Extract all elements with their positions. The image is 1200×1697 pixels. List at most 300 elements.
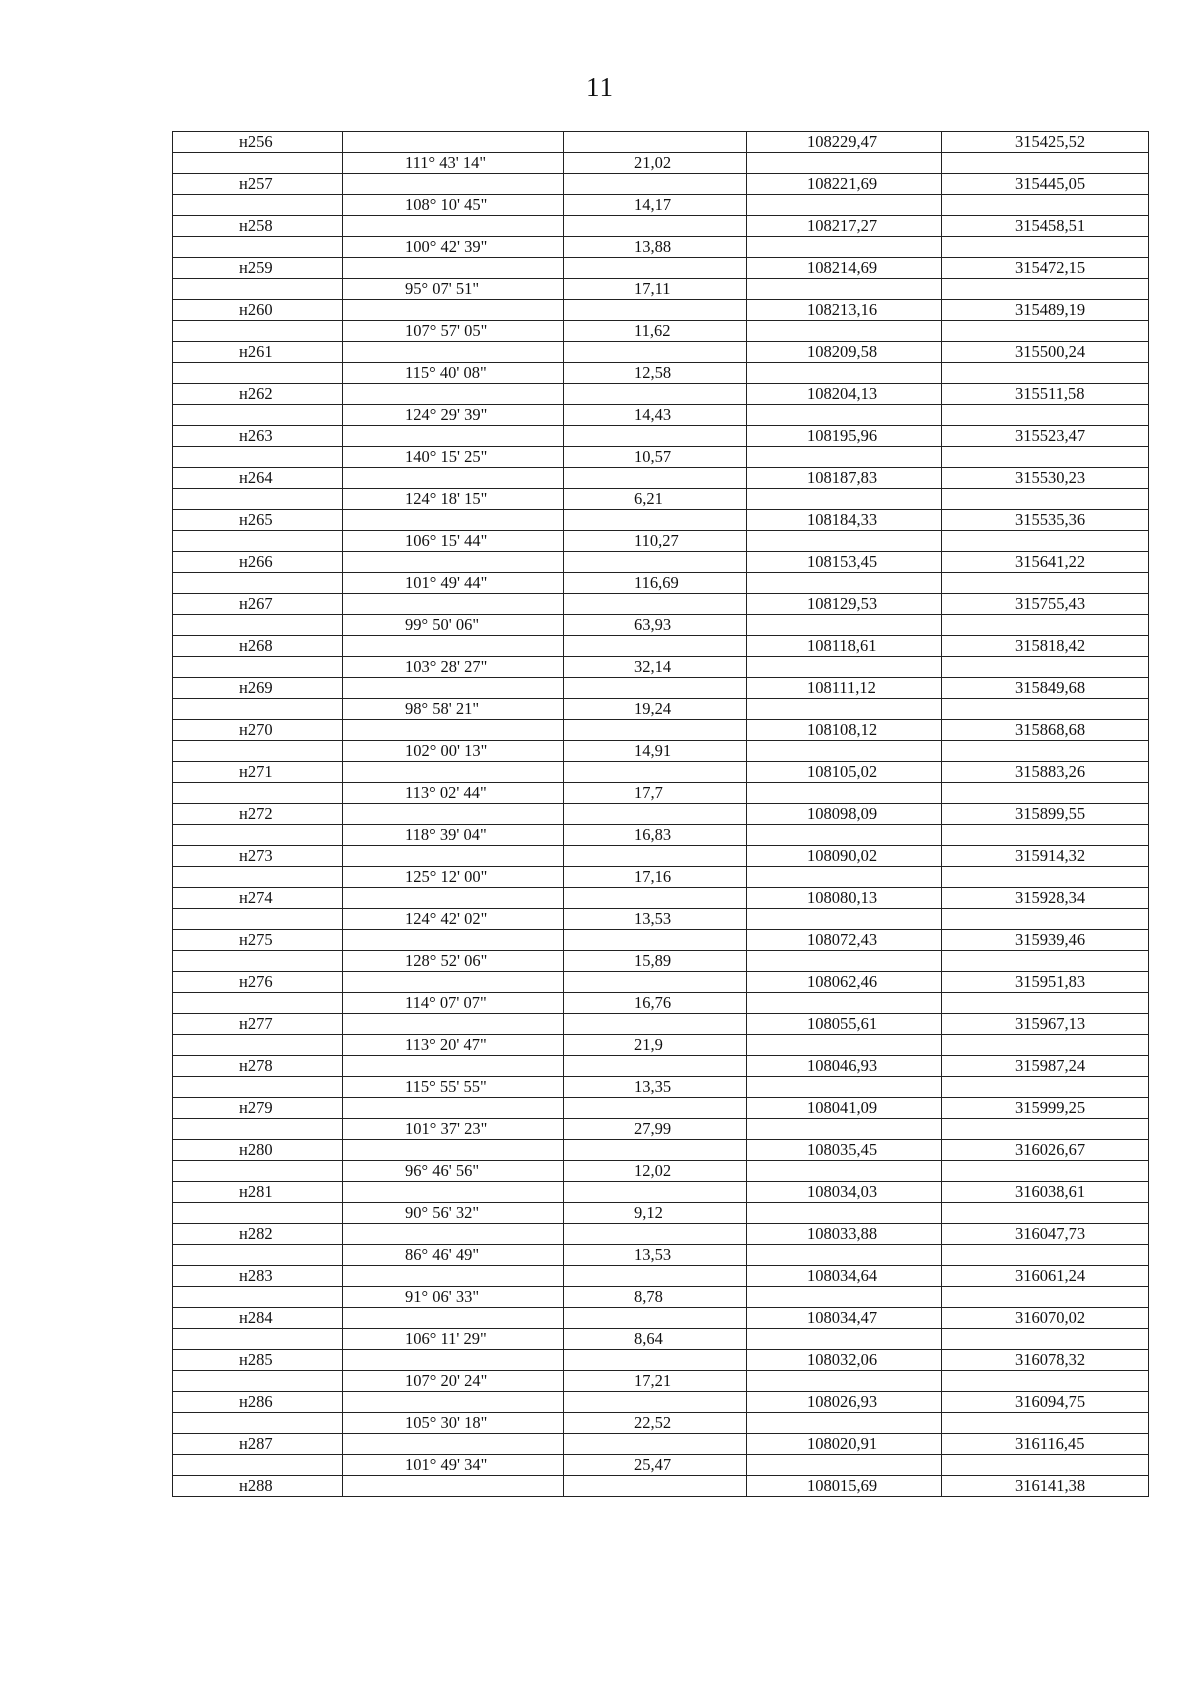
- point-name-cell: н258: [173, 216, 343, 237]
- x-coordinate-cell: 108080,13: [747, 888, 942, 909]
- angle-cell: 124° 29' 39": [343, 405, 564, 426]
- point-row: [173, 594, 1149, 615]
- point-name-cell: н273: [173, 846, 343, 867]
- point-name-cell: [173, 951, 343, 972]
- point-name-cell: [173, 573, 343, 594]
- distance-cell: 13,53: [564, 1245, 747, 1266]
- x-coordinate-cell: 108184,33: [747, 510, 942, 531]
- distance-cell: 6,21: [564, 489, 747, 510]
- x-coordinate-cell: [747, 1035, 942, 1056]
- angle-cell: [343, 1182, 564, 1203]
- segment-row: [173, 489, 1149, 510]
- point-name-cell: [173, 825, 343, 846]
- y-coordinate-cell: 315425,52: [942, 132, 1149, 153]
- angle-cell: [343, 132, 564, 153]
- point-row: [173, 552, 1149, 573]
- distance-cell: [564, 426, 747, 447]
- x-coordinate-cell: 108034,47: [747, 1308, 942, 1329]
- segment-row: [173, 153, 1149, 174]
- x-coordinate-cell: 108033,88: [747, 1224, 942, 1245]
- y-coordinate-cell: 315458,51: [942, 216, 1149, 237]
- segment-row: [173, 951, 1149, 972]
- x-coordinate-cell: 108034,64: [747, 1266, 942, 1287]
- x-coordinate-cell: 108213,16: [747, 300, 942, 321]
- angle-cell: [343, 594, 564, 615]
- point-row: [173, 468, 1149, 489]
- x-coordinate-cell: 108041,09: [747, 1098, 942, 1119]
- distance-cell: [564, 342, 747, 363]
- distance-cell: 10,57: [564, 447, 747, 468]
- angle-cell: 105° 30' 18": [343, 1413, 564, 1434]
- point-name-cell: [173, 195, 343, 216]
- segment-row: [173, 615, 1149, 636]
- angle-cell: 101° 37' 23": [343, 1119, 564, 1140]
- x-coordinate-cell: [747, 657, 942, 678]
- distance-cell: 16,76: [564, 993, 747, 1014]
- point-name-cell: [173, 993, 343, 1014]
- distance-cell: [564, 1182, 747, 1203]
- x-coordinate-cell: 108217,27: [747, 216, 942, 237]
- distance-cell: [564, 300, 747, 321]
- x-coordinate-cell: 108118,61: [747, 636, 942, 657]
- y-coordinate-cell: [942, 489, 1149, 510]
- angle-cell: 124° 18' 15": [343, 489, 564, 510]
- y-coordinate-cell: 315987,24: [942, 1056, 1149, 1077]
- segment-row: [173, 321, 1149, 342]
- angle-cell: 96° 46' 56": [343, 1161, 564, 1182]
- point-name-cell: н282: [173, 1224, 343, 1245]
- y-coordinate-cell: 315472,15: [942, 258, 1149, 279]
- angle-cell: 101° 49' 44": [343, 573, 564, 594]
- x-coordinate-cell: [747, 489, 942, 510]
- point-name-cell: н263: [173, 426, 343, 447]
- point-row: [173, 888, 1149, 909]
- angle-cell: [343, 720, 564, 741]
- y-coordinate-cell: [942, 825, 1149, 846]
- segment-row: [173, 363, 1149, 384]
- point-name-cell: [173, 153, 343, 174]
- x-coordinate-cell: [747, 195, 942, 216]
- segment-row: [173, 1413, 1149, 1434]
- distance-cell: [564, 1098, 747, 1119]
- angle-cell: [343, 552, 564, 573]
- y-coordinate-cell: [942, 279, 1149, 300]
- point-name-cell: [173, 237, 343, 258]
- angle-cell: [343, 1266, 564, 1287]
- angle-cell: 114° 07' 07": [343, 993, 564, 1014]
- point-name-cell: [173, 363, 343, 384]
- y-coordinate-cell: [942, 195, 1149, 216]
- y-coordinate-cell: 315999,25: [942, 1098, 1149, 1119]
- x-coordinate-cell: 108098,09: [747, 804, 942, 825]
- angle-cell: [343, 930, 564, 951]
- x-coordinate-cell: [747, 1455, 942, 1476]
- angle-cell: [343, 636, 564, 657]
- distance-cell: 19,24: [564, 699, 747, 720]
- point-row: [173, 258, 1149, 279]
- point-name-cell: [173, 1035, 343, 1056]
- distance-cell: [564, 720, 747, 741]
- y-coordinate-cell: 315530,23: [942, 468, 1149, 489]
- x-coordinate-cell: 108062,46: [747, 972, 942, 993]
- angle-cell: 113° 02' 44": [343, 783, 564, 804]
- angle-cell: [343, 384, 564, 405]
- angle-cell: 100° 42' 39": [343, 237, 564, 258]
- x-coordinate-cell: [747, 783, 942, 804]
- x-coordinate-cell: [747, 1161, 942, 1182]
- angle-cell: 118° 39' 04": [343, 825, 564, 846]
- angle-cell: 140° 15' 25": [343, 447, 564, 468]
- angle-cell: [343, 804, 564, 825]
- x-coordinate-cell: [747, 1245, 942, 1266]
- x-coordinate-cell: [747, 237, 942, 258]
- angle-cell: [343, 846, 564, 867]
- angle-cell: [343, 1434, 564, 1455]
- distance-cell: [564, 888, 747, 909]
- y-coordinate-cell: 316141,38: [942, 1476, 1149, 1497]
- point-name-cell: [173, 1077, 343, 1098]
- point-name-cell: н279: [173, 1098, 343, 1119]
- y-coordinate-cell: [942, 153, 1149, 174]
- distance-cell: [564, 510, 747, 531]
- angle-cell: [343, 342, 564, 363]
- distance-cell: [564, 258, 747, 279]
- coordinates-table-body: [173, 132, 1149, 1497]
- x-coordinate-cell: 108229,47: [747, 132, 942, 153]
- distance-cell: 17,21: [564, 1371, 747, 1392]
- angle-cell: 107° 20' 24": [343, 1371, 564, 1392]
- angle-cell: [343, 426, 564, 447]
- y-coordinate-cell: 315939,46: [942, 930, 1149, 951]
- point-row: [173, 720, 1149, 741]
- distance-cell: 12,58: [564, 363, 747, 384]
- distance-cell: 13,53: [564, 909, 747, 930]
- distance-cell: 63,93: [564, 615, 747, 636]
- angle-cell: 125° 12' 00": [343, 867, 564, 888]
- distance-cell: [564, 762, 747, 783]
- point-row: [173, 216, 1149, 237]
- point-row: [173, 1224, 1149, 1245]
- point-name-cell: н262: [173, 384, 343, 405]
- y-coordinate-cell: 315849,68: [942, 678, 1149, 699]
- distance-cell: [564, 1434, 747, 1455]
- distance-cell: 11,62: [564, 321, 747, 342]
- y-coordinate-cell: 315883,26: [942, 762, 1149, 783]
- distance-cell: 25,47: [564, 1455, 747, 1476]
- point-row: [173, 1350, 1149, 1371]
- point-name-cell: н286: [173, 1392, 343, 1413]
- x-coordinate-cell: 108111,12: [747, 678, 942, 699]
- y-coordinate-cell: [942, 1413, 1149, 1434]
- distance-cell: 17,16: [564, 867, 747, 888]
- x-coordinate-cell: [747, 1413, 942, 1434]
- angle-cell: [343, 216, 564, 237]
- distance-cell: [564, 846, 747, 867]
- y-coordinate-cell: [942, 531, 1149, 552]
- point-name-cell: н268: [173, 636, 343, 657]
- distance-cell: [564, 1014, 747, 1035]
- x-coordinate-cell: 108153,45: [747, 552, 942, 573]
- page-number: 11: [586, 72, 614, 102]
- angle-cell: 106° 15' 44": [343, 531, 564, 552]
- point-row: [173, 762, 1149, 783]
- angle-cell: [343, 174, 564, 195]
- point-row: [173, 1476, 1149, 1497]
- point-name-cell: н288: [173, 1476, 343, 1497]
- point-row: [173, 1434, 1149, 1455]
- x-coordinate-cell: 108035,45: [747, 1140, 942, 1161]
- point-name-cell: [173, 489, 343, 510]
- point-name-cell: н271: [173, 762, 343, 783]
- point-name-cell: [173, 741, 343, 762]
- x-coordinate-cell: [747, 1329, 942, 1350]
- y-coordinate-cell: 315914,32: [942, 846, 1149, 867]
- distance-cell: [564, 636, 747, 657]
- x-coordinate-cell: 108032,06: [747, 1350, 942, 1371]
- segment-row: [173, 1287, 1149, 1308]
- x-coordinate-cell: [747, 993, 942, 1014]
- y-coordinate-cell: 315755,43: [942, 594, 1149, 615]
- y-coordinate-cell: 315641,22: [942, 552, 1149, 573]
- segment-row: [173, 699, 1149, 720]
- x-coordinate-cell: [747, 531, 942, 552]
- y-coordinate-cell: 315928,34: [942, 888, 1149, 909]
- y-coordinate-cell: 315445,05: [942, 174, 1149, 195]
- angle-cell: 111° 43' 14": [343, 153, 564, 174]
- y-coordinate-cell: 316094,75: [942, 1392, 1149, 1413]
- segment-row: [173, 867, 1149, 888]
- point-row: [173, 132, 1149, 153]
- point-name-cell: н261: [173, 342, 343, 363]
- x-coordinate-cell: [747, 1287, 942, 1308]
- x-coordinate-cell: [747, 363, 942, 384]
- distance-cell: 110,27: [564, 531, 747, 552]
- y-coordinate-cell: 315868,68: [942, 720, 1149, 741]
- point-name-cell: н264: [173, 468, 343, 489]
- x-coordinate-cell: 108129,53: [747, 594, 942, 615]
- distance-cell: 13,88: [564, 237, 747, 258]
- point-row: [173, 1308, 1149, 1329]
- segment-row: [173, 447, 1149, 468]
- x-coordinate-cell: 108055,61: [747, 1014, 942, 1035]
- angle-cell: 124° 42' 02": [343, 909, 564, 930]
- point-row: [173, 300, 1149, 321]
- distance-cell: 27,99: [564, 1119, 747, 1140]
- x-coordinate-cell: [747, 321, 942, 342]
- angle-cell: 103° 28' 27": [343, 657, 564, 678]
- distance-cell: 17,11: [564, 279, 747, 300]
- point-name-cell: [173, 1455, 343, 1476]
- distance-cell: [564, 1308, 747, 1329]
- segment-row: [173, 573, 1149, 594]
- y-coordinate-cell: 316047,73: [942, 1224, 1149, 1245]
- distance-cell: [564, 132, 747, 153]
- point-name-cell: н260: [173, 300, 343, 321]
- x-coordinate-cell: 108108,12: [747, 720, 942, 741]
- y-coordinate-cell: 316070,02: [942, 1308, 1149, 1329]
- angle-cell: 101° 49' 34": [343, 1455, 564, 1476]
- point-name-cell: н284: [173, 1308, 343, 1329]
- y-coordinate-cell: [942, 1455, 1149, 1476]
- angle-cell: [343, 1308, 564, 1329]
- distance-cell: [564, 552, 747, 573]
- distance-cell: [564, 1350, 747, 1371]
- distance-cell: [564, 1140, 747, 1161]
- point-name-cell: н283: [173, 1266, 343, 1287]
- segment-row: [173, 1119, 1149, 1140]
- point-name-cell: [173, 909, 343, 930]
- y-coordinate-cell: 315967,13: [942, 1014, 1149, 1035]
- segment-row: [173, 531, 1149, 552]
- y-coordinate-cell: 315489,19: [942, 300, 1149, 321]
- y-coordinate-cell: [942, 783, 1149, 804]
- point-row: [173, 846, 1149, 867]
- point-name-cell: н287: [173, 1434, 343, 1455]
- point-name-cell: [173, 1413, 343, 1434]
- y-coordinate-cell: [942, 993, 1149, 1014]
- point-row: [173, 1266, 1149, 1287]
- point-row: [173, 1392, 1149, 1413]
- segment-row: [173, 657, 1149, 678]
- point-name-cell: [173, 279, 343, 300]
- distance-cell: 8,78: [564, 1287, 747, 1308]
- distance-cell: [564, 930, 747, 951]
- point-name-cell: [173, 615, 343, 636]
- point-row: [173, 804, 1149, 825]
- angle-cell: 113° 20' 47": [343, 1035, 564, 1056]
- x-coordinate-cell: 108195,96: [747, 426, 942, 447]
- y-coordinate-cell: 316078,32: [942, 1350, 1149, 1371]
- x-coordinate-cell: [747, 699, 942, 720]
- distance-cell: [564, 468, 747, 489]
- point-name-cell: н256: [173, 132, 343, 153]
- point-name-cell: н280: [173, 1140, 343, 1161]
- distance-cell: [564, 678, 747, 699]
- angle-cell: [343, 1350, 564, 1371]
- point-name-cell: н259: [173, 258, 343, 279]
- segment-row: [173, 1329, 1149, 1350]
- x-coordinate-cell: [747, 279, 942, 300]
- x-coordinate-cell: 108026,93: [747, 1392, 942, 1413]
- angle-cell: [343, 1224, 564, 1245]
- distance-cell: 14,43: [564, 405, 747, 426]
- distance-cell: 15,89: [564, 951, 747, 972]
- angle-cell: 115° 40' 08": [343, 363, 564, 384]
- distance-cell: 16,83: [564, 825, 747, 846]
- point-name-cell: н278: [173, 1056, 343, 1077]
- distance-cell: [564, 1056, 747, 1077]
- distance-cell: [564, 804, 747, 825]
- point-name-cell: н269: [173, 678, 343, 699]
- x-coordinate-cell: 108090,02: [747, 846, 942, 867]
- point-name-cell: н276: [173, 972, 343, 993]
- angle-cell: 115° 55' 55": [343, 1077, 564, 1098]
- angle-cell: [343, 762, 564, 783]
- distance-cell: [564, 1476, 747, 1497]
- point-name-cell: [173, 1119, 343, 1140]
- point-name-cell: [173, 783, 343, 804]
- angle-cell: [343, 1476, 564, 1497]
- y-coordinate-cell: [942, 657, 1149, 678]
- angle-cell: 98° 58' 21": [343, 699, 564, 720]
- y-coordinate-cell: 316061,24: [942, 1266, 1149, 1287]
- x-coordinate-cell: 108046,93: [747, 1056, 942, 1077]
- y-coordinate-cell: [942, 447, 1149, 468]
- y-coordinate-cell: [942, 1161, 1149, 1182]
- x-coordinate-cell: [747, 825, 942, 846]
- point-name-cell: н270: [173, 720, 343, 741]
- point-name-cell: н257: [173, 174, 343, 195]
- y-coordinate-cell: [942, 1287, 1149, 1308]
- point-name-cell: н265: [173, 510, 343, 531]
- angle-cell: 102° 00' 13": [343, 741, 564, 762]
- y-coordinate-cell: 315818,42: [942, 636, 1149, 657]
- distance-cell: [564, 1266, 747, 1287]
- point-name-cell: [173, 1371, 343, 1392]
- y-coordinate-cell: [942, 1245, 1149, 1266]
- angle-cell: [343, 1056, 564, 1077]
- y-coordinate-cell: [942, 1035, 1149, 1056]
- y-coordinate-cell: [942, 1371, 1149, 1392]
- y-coordinate-cell: 315899,55: [942, 804, 1149, 825]
- y-coordinate-cell: [942, 1203, 1149, 1224]
- angle-cell: [343, 1098, 564, 1119]
- distance-cell: 12,02: [564, 1161, 747, 1182]
- y-coordinate-cell: 316026,67: [942, 1140, 1149, 1161]
- x-coordinate-cell: [747, 1371, 942, 1392]
- y-coordinate-cell: 316038,61: [942, 1182, 1149, 1203]
- x-coordinate-cell: 108209,58: [747, 342, 942, 363]
- point-row: [173, 930, 1149, 951]
- angle-cell: 107° 57' 05": [343, 321, 564, 342]
- x-coordinate-cell: [747, 573, 942, 594]
- point-name-cell: [173, 1161, 343, 1182]
- angle-cell: 91° 06' 33": [343, 1287, 564, 1308]
- y-coordinate-cell: [942, 951, 1149, 972]
- distance-cell: [564, 216, 747, 237]
- point-name-cell: [173, 405, 343, 426]
- point-row: [173, 1140, 1149, 1161]
- distance-cell: [564, 174, 747, 195]
- distance-cell: 17,7: [564, 783, 747, 804]
- y-coordinate-cell: [942, 615, 1149, 636]
- x-coordinate-cell: 108187,83: [747, 468, 942, 489]
- point-row: [173, 174, 1149, 195]
- distance-cell: 22,52: [564, 1413, 747, 1434]
- point-name-cell: [173, 1287, 343, 1308]
- x-coordinate-cell: 108221,69: [747, 174, 942, 195]
- x-coordinate-cell: 108204,13: [747, 384, 942, 405]
- angle-cell: 108° 10' 45": [343, 195, 564, 216]
- point-row: [173, 384, 1149, 405]
- point-name-cell: н267: [173, 594, 343, 615]
- y-coordinate-cell: [942, 405, 1149, 426]
- point-name-cell: [173, 321, 343, 342]
- segment-row: [173, 1455, 1149, 1476]
- x-coordinate-cell: [747, 153, 942, 174]
- angle-cell: [343, 510, 564, 531]
- angle-cell: [343, 468, 564, 489]
- distance-cell: [564, 594, 747, 615]
- point-row: [173, 510, 1149, 531]
- x-coordinate-cell: [747, 909, 942, 930]
- distance-cell: 13,35: [564, 1077, 747, 1098]
- segment-row: [173, 1035, 1149, 1056]
- x-coordinate-cell: 108214,69: [747, 258, 942, 279]
- point-name-cell: [173, 1245, 343, 1266]
- point-name-cell: [173, 1329, 343, 1350]
- x-coordinate-cell: [747, 867, 942, 888]
